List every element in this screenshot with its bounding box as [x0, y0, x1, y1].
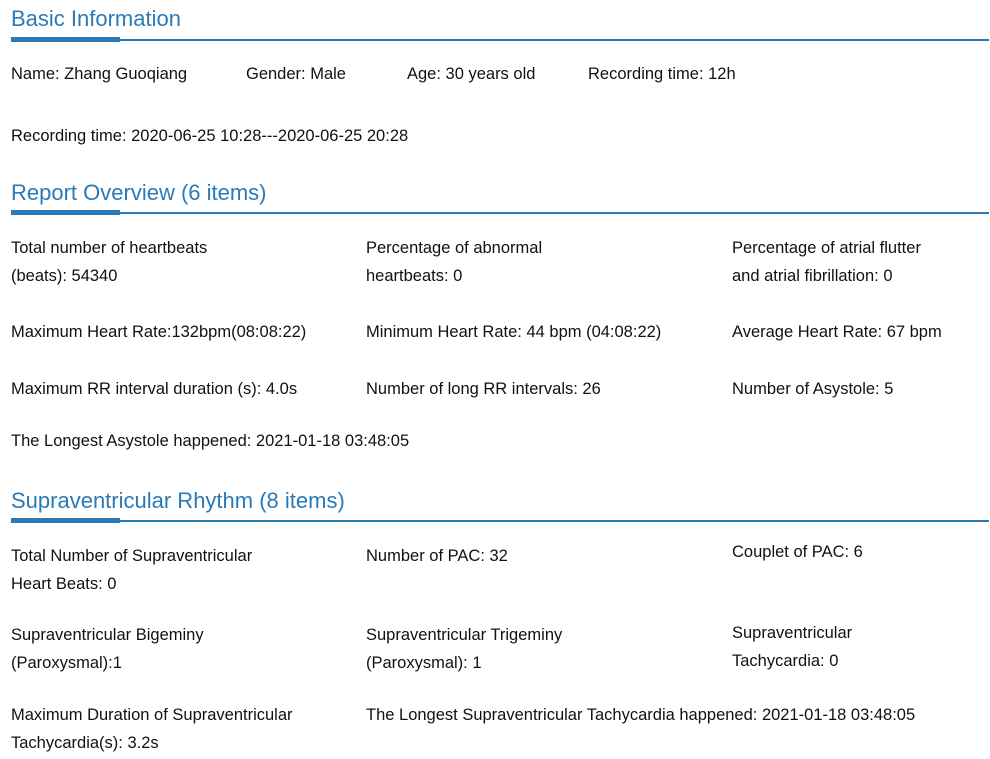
longest-asystole: The Longest Asystole happened: 2021-01-18 03:48:05: [11, 432, 410, 450]
avg-heart-rate: Average Heart Rate: 67 bpm: [732, 323, 942, 341]
patient-gender: Gender: Male: [246, 65, 346, 83]
pac-count: Number of PAC: 32: [366, 547, 508, 565]
max-rr-interval: Maximum RR interval duration (s): 4.0s: [11, 380, 298, 398]
supraventricular-trigeminy: Supraventricular Trigeminy (Paroxysmal): 1: [366, 626, 563, 672]
report-overview-title: Report Overview (6 items): [11, 180, 267, 205]
recording-duration: Recording time: 12h: [588, 65, 736, 83]
supraventricular-rhythm-title: Supraventricular Rhythm (8 items): [11, 488, 345, 513]
atrial-flutter-fibrillation-percentage: Percentage of atrial flutter and atrial fibrillation: 0: [732, 239, 921, 285]
long-rr-intervals-count: Number of long RR intervals: 26: [366, 380, 601, 398]
patient-age: Age: 30 years old: [407, 65, 536, 83]
total-heartbeats: Total number of heartbeats (beats): 54340: [11, 239, 208, 285]
basic-info-title: Basic Information: [11, 6, 181, 31]
pac-couplet: Couplet of PAC: 6: [732, 543, 863, 561]
asystole-count: Number of Asystole: 5: [732, 380, 894, 398]
basic-info-divider: [11, 39, 989, 41]
max-supraventricular-tachycardia-duration: Maximum Duration of Supraventricular Tachycardia(s): 3.2s: [11, 706, 293, 752]
supraventricular-rhythm-divider: [11, 520, 989, 522]
recording-time-range: Recording time: 2020-06-25 10:28---2020-06-25 20:28: [11, 127, 409, 145]
report-overview-divider: [11, 212, 989, 214]
patient-name: Name: Zhang Guoqiang: [11, 65, 188, 83]
min-heart-rate: Minimum Heart Rate: 44 bpm (04:08:22): [366, 323, 662, 341]
supraventricular-bigeminy: Supraventricular Bigeminy (Paroxysmal):1: [11, 626, 204, 672]
total-supraventricular-beats: Total Number of Supraventricular Heart Beats: 0: [11, 547, 253, 593]
supraventricular-tachycardia: Supraventricular Tachycardia: 0: [732, 624, 853, 670]
max-heart-rate: Maximum Heart Rate:132bpm(08:08:22): [11, 323, 307, 341]
abnormal-heartbeats-percentage: Percentage of abnormal heartbeats: 0: [366, 239, 543, 285]
longest-supraventricular-tachycardia: The Longest Supraventricular Tachycardia happened: 2021-01-18 03:48:05: [366, 706, 916, 724]
